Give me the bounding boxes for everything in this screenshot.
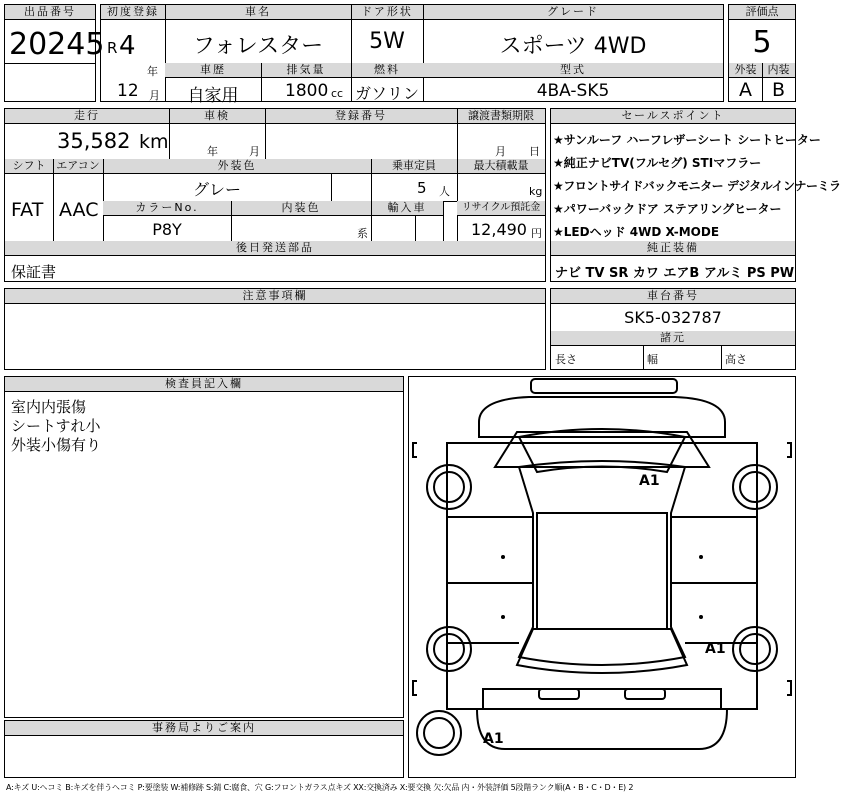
damage-mark-2: A1 xyxy=(705,641,726,657)
model-label: 型式 xyxy=(423,63,723,78)
color-no-label: カラーNo. xyxy=(103,201,231,216)
transfer-label: 譲渡書類期限 xyxy=(457,109,545,124)
sales-points-label: セールスポイント xyxy=(551,109,795,124)
sales-point-1: ★サンルーフ ハーフレザーシート シートヒーター xyxy=(553,133,821,147)
inspection-label: 車検 xyxy=(169,109,265,124)
inspector-box xyxy=(4,376,404,718)
seats-label: 乗車定員 xyxy=(371,159,457,174)
grade-value: スポーツ 4WD xyxy=(499,34,647,59)
load-unit: kg xyxy=(529,185,543,198)
score-box xyxy=(728,4,796,102)
later-parts-label: 後日発送部品 xyxy=(5,241,545,256)
load-label: 最大積載量 xyxy=(457,159,545,174)
shift-value: FAT xyxy=(11,199,44,221)
displacement-label: 排気量 xyxy=(261,63,351,78)
sales-point-5: ★LEDヘッド 4WD X-MODE xyxy=(553,225,720,239)
transfer-month-unit: 月 xyxy=(495,145,506,158)
car-name-label: 車名 xyxy=(165,5,351,20)
office-label: 事務局よりご案内 xyxy=(5,721,403,736)
shift-label: シフト xyxy=(5,159,53,174)
damage-mark-3: A1 xyxy=(483,731,504,747)
fuel-label: 燃料 xyxy=(351,63,423,78)
equipment-value: ナビ TV SR カワ エアB アルミ PS PW xyxy=(555,266,795,281)
reg-no-label: 登録番号 xyxy=(265,109,457,124)
mileage-value: 35,582 xyxy=(57,129,131,153)
door-value: 5W xyxy=(369,29,405,54)
int-score-value: B xyxy=(771,79,786,101)
office-box xyxy=(4,720,404,778)
legend-text: A:キズ U:ヘコミ B:キズを伴うヘコミ P:要塗装 W:補修跡 S:錆 C:腐食、穴 G:フロントガラス点キズ XX:交換済み X:要交換 欠:欠品 内・外装評価 5段階ランク順(A・B・C・D・E) 2 xyxy=(6,783,634,792)
equipment-label: 純正装備 xyxy=(551,241,795,256)
lot-box xyxy=(4,4,105,102)
notes-box xyxy=(4,288,546,370)
later-parts-value: 保証書 xyxy=(11,263,57,281)
ext-score-value: A xyxy=(739,79,752,101)
color-no-value: P8Y xyxy=(152,220,182,239)
chassis-box xyxy=(550,288,796,370)
car-diagram xyxy=(408,376,796,778)
recycle-label: リサイクル預託金 xyxy=(457,201,545,216)
model-value: 4BA-SK5 xyxy=(536,81,610,101)
transfer-day-unit: 日 xyxy=(529,145,540,158)
mileage-unit: km xyxy=(139,131,169,153)
int-color-label: 内装色 xyxy=(231,201,371,216)
ac-value: AAC xyxy=(59,199,99,221)
door-label: ドア形状 xyxy=(351,5,423,20)
car-outline xyxy=(409,377,795,777)
spec-height-label: 高さ xyxy=(725,353,747,366)
ext-color-value: グレー xyxy=(192,180,241,199)
inspection-month-unit: 月 xyxy=(249,145,260,158)
chassis-label: 車台番号 xyxy=(551,289,795,304)
sales-point-4: ★パワーバックドア ステアリングヒーター xyxy=(553,202,782,216)
first-reg-label: 初度登録 xyxy=(101,5,165,20)
recycle-value: 12,490 xyxy=(471,220,527,239)
details-box xyxy=(4,108,546,282)
score-label: 評価点 xyxy=(729,5,795,20)
sales-point-3: ★フロントサイドバックモニター デジタルインナーミラ xyxy=(553,179,841,193)
sales-point-2: ★純正ナビTV(フルセグ) STIマフラー xyxy=(553,156,762,170)
displacement-unit: cc xyxy=(331,87,344,100)
import-label: 輸入車 xyxy=(371,201,443,216)
score-value: 5 xyxy=(752,25,772,60)
spec-length-label: 長さ xyxy=(555,353,577,366)
sales-points-box xyxy=(550,108,841,282)
damage-mark-1: A1 xyxy=(639,473,660,489)
first-reg-year: 4 xyxy=(119,31,136,61)
ac-label: エアコン xyxy=(53,159,103,174)
first-reg-era: R xyxy=(107,39,118,57)
inspector-label: 検査員記入欄 xyxy=(5,377,403,392)
recycle-unit: 円 xyxy=(531,227,542,240)
mileage-label: 走行 xyxy=(5,109,169,124)
spec-width-label: 幅 xyxy=(647,353,658,366)
ext-color-label: 外装色 xyxy=(103,159,371,174)
first-reg-month-unit: 月 xyxy=(149,89,160,102)
inspection-year-unit: 年 xyxy=(207,145,218,158)
grade-label: グレード xyxy=(423,5,723,20)
notes-label: 注意事項欄 xyxy=(5,289,545,304)
inspector-line-3: 外装小傷有り xyxy=(11,436,102,454)
int-score-label: 内装 xyxy=(762,63,795,78)
inspector-line-1: 室内内張傷 xyxy=(11,398,87,416)
chassis-value: SK5-032787 xyxy=(624,308,722,327)
displacement-value: 1800 xyxy=(285,81,329,101)
vehicle-info-box xyxy=(100,4,724,106)
seats-unit: 人 xyxy=(439,185,450,198)
lot-number: 20245 xyxy=(9,27,105,62)
lot-label: 出品番号 xyxy=(5,5,95,20)
ext-score-label: 外装 xyxy=(729,63,762,78)
history-value: 自家用 xyxy=(187,86,239,106)
specs-label: 諸元 xyxy=(551,331,795,346)
inspector-line-2: シートすれ小 xyxy=(11,417,101,435)
fuel-value: ガソリン xyxy=(354,84,419,103)
seats-value: 5 xyxy=(417,179,427,197)
first-reg-month: 12 xyxy=(117,81,139,101)
first-reg-year-unit: 年 xyxy=(147,65,158,78)
history-label: 車歴 xyxy=(165,63,261,78)
car-name-value: フォレスター xyxy=(192,34,324,59)
int-color-unit: 系 xyxy=(357,227,368,240)
